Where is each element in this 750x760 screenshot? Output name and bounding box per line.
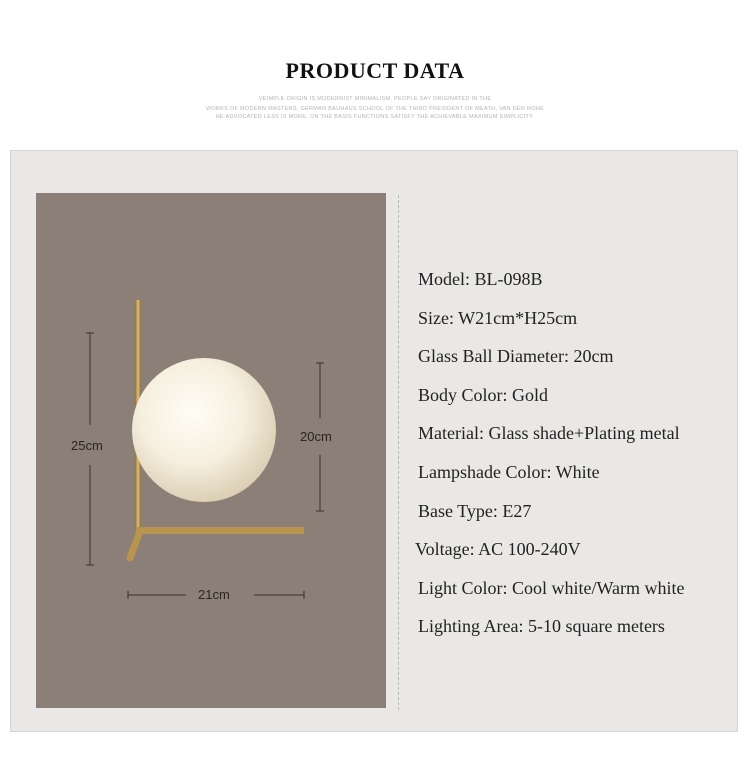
width-dimension-label: 21cm <box>198 587 230 602</box>
spec-model: Model: BL-098B <box>418 269 543 289</box>
divider <box>398 195 399 710</box>
spec-glass-ball-diameter: Glass Ball Diameter: 20cm <box>418 346 614 367</box>
subtitle-line-1: VEIMPLE ORIGIN IS MODERNIST MINIMALISM. PEOPLE SAY ORIGINATED IN THE <box>258 96 492 102</box>
spec-material: Material: Glass shade+Plating metal <box>418 423 680 444</box>
spec-lighting-area: Lighting Area: 5-10 square meters <box>418 616 665 637</box>
ball-dimension-label: 20cm <box>300 429 332 444</box>
glass-ball <box>132 358 276 502</box>
lamp-base-arm <box>136 527 304 534</box>
spec-light-color: Light Color: Cool white/Warm white <box>418 577 685 598</box>
spec-lampshade-color: Lampshade Color: White <box>418 461 600 482</box>
subtitle-line-3: HE ADVOCATED LESS IS MORE, ON THE BASIS FUNCTIONS SATISFY THE ACHIEVABLE MAXIMUM SIMPLICITY. <box>215 114 535 120</box>
spec-base-type: Base Type: E27 <box>418 500 532 521</box>
spec-list <box>415 266 685 652</box>
spec-voltage: Voltage: AC 100-240V <box>415 539 581 560</box>
height-dimension-label: 25cm <box>71 438 103 453</box>
spec-size: Size: W21cm*H25cm <box>418 307 578 328</box>
subtitle-line-2: WORKS OF MODERN MASTERS, GERMAN BAUHAUS SCHOOL OF THE THIRD PRESIDENT OF MEATH, VAN DER ROHE <box>205 106 545 112</box>
page-title: PRODUCT DATA <box>285 58 465 83</box>
spec-body-color: Body Color: Gold <box>418 384 549 405</box>
lamp-leg <box>130 531 140 558</box>
